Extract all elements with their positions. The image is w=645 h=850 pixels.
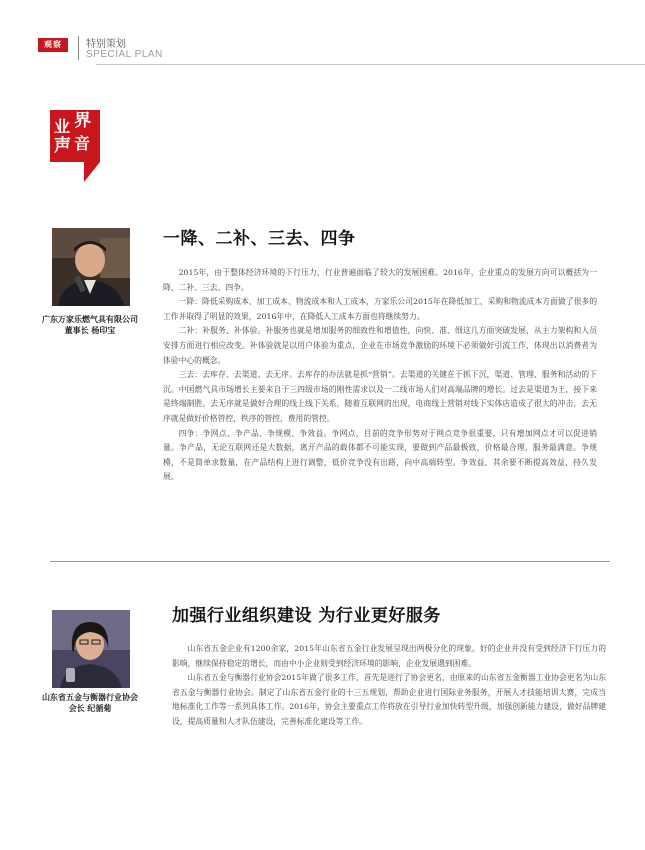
article-1-paragraph: 2015年，由于整体经济环境的下行压力，行业普遍面临了较大的发展困难。2016年，企业重点的发展方向可以概括为一降、二补、三去、四争。: [163, 268, 597, 292]
article-divider: [50, 561, 610, 562]
column-tag: 观察: [38, 38, 68, 52]
article-1-body: [163, 266, 597, 485]
caption-2-org: 山东省五金与衡器行业协会: [42, 693, 138, 702]
caption-1: [20, 314, 160, 336]
caption-2: [20, 692, 160, 714]
badge-char-4: 音: [74, 134, 91, 153]
article-2-paragraph: 山东省五金企业有1200余家，2015年山东省五金行业发展呈现出两极分化的现象。好的企业并没有受到经济下行压力的影响，继续保持稳定的增长，而由中小企业则受到经济环境的影响，企业发展遇到困难。: [172, 644, 606, 668]
badge-char-1: 业: [54, 117, 71, 136]
header-rule: [96, 64, 645, 65]
article-1-paragraph: 四争：争网点、争产品、争规模、争效益。争网点，目前的竞争形势对于网点竞争很重要，只有增加网点才可以促进销量。争产品，无论互联网还是大数据，离开产品的载体都不可能实现，要做到产品最极致，价格最合理，服务最满意。争规模，不是简单求数量，在产品结构上进行调整，低价竞争没有出路，向中高端转型。争效益，其余要不断提高效益，持久发展。: [163, 428, 597, 482]
caption-1-org: 广东万家乐燃气具有限公司: [42, 315, 138, 324]
article-1-title: 一降、二补、三去、四争: [163, 229, 356, 249]
section-title-cn: 特别策划: [86, 39, 126, 50]
badge-char-3: 声: [54, 136, 71, 156]
industry-voice-badge: [50, 110, 100, 182]
caption-2-person: 会长 纪循菊: [68, 704, 112, 713]
article-1-paragraph: 一降：降低采购成本、加工成本、物流成本和人工成本，万家乐公司2015年在降低加工、采购和物流成本方面做了很多的工作并取得了明显的效果，2016年中，在降低人工成本方面也将继续努力。: [163, 297, 597, 321]
portrait-yang-yinbao: [52, 228, 130, 306]
article-2-body: [172, 642, 606, 730]
article-1-paragraph: 二补：补服务、补体验。补服务也就是增加服务的细致性和增值性，向快、准、细这几方面突破发展，从主力架构和人员安排方面进行相应改变。补体验就是以用户体验为重点，企业在市场竞争激励的环境下必须做好引流工作，体现出以消费者为体验中心的概念。: [163, 326, 597, 365]
article-2-title: 加强行业组织建设 为行业更好服务: [172, 606, 441, 626]
badge-char-2: 界: [74, 111, 91, 131]
header-separator: [78, 36, 79, 60]
article-2-paragraph: 山东省五金与衡器行业协会2015年做了很多工作，首先是进行了协会更名，由原来的山东省五金衡器工业协会更名为山东省五金与衡器行业协会。制定了山东省五金行业的十三五规划，帮助企业进行国际业务服务，开展人才技能培训大赛，完成当地标准化工作等一系列具体工作。2016年，协会主要重点工作将放在引导行业加快转型升级，加强创新能力建设，做好品牌建设，提高质量和人才队伍建设，完善标准化建设等工作。: [172, 673, 606, 726]
portrait-ji-xunju: [52, 610, 130, 688]
caption-1-person: 董事长 杨印宝: [64, 326, 116, 335]
section-title-en: SPECIAL PLAN: [86, 49, 163, 60]
article-1-paragraph: 三去：去库存、去渠道、去无序。去库存的办法就是抓“营销”。去渠道的关键在于抓下沉，渠道、管理、服务和活动的下沉。中国燃气具市场增长主要来自于三四级市场的刚性需求以及一二线市场人们对高端品牌的增长。过去是渠道为王，接下来是终端制胜。去无序就是做好合理的线上线下关系，随着互联网的出现，电商线上营销对线下实体店造成了很大的冲击，去无序就是做好价格管控，秩序的管控，费用的管控。: [163, 370, 597, 423]
